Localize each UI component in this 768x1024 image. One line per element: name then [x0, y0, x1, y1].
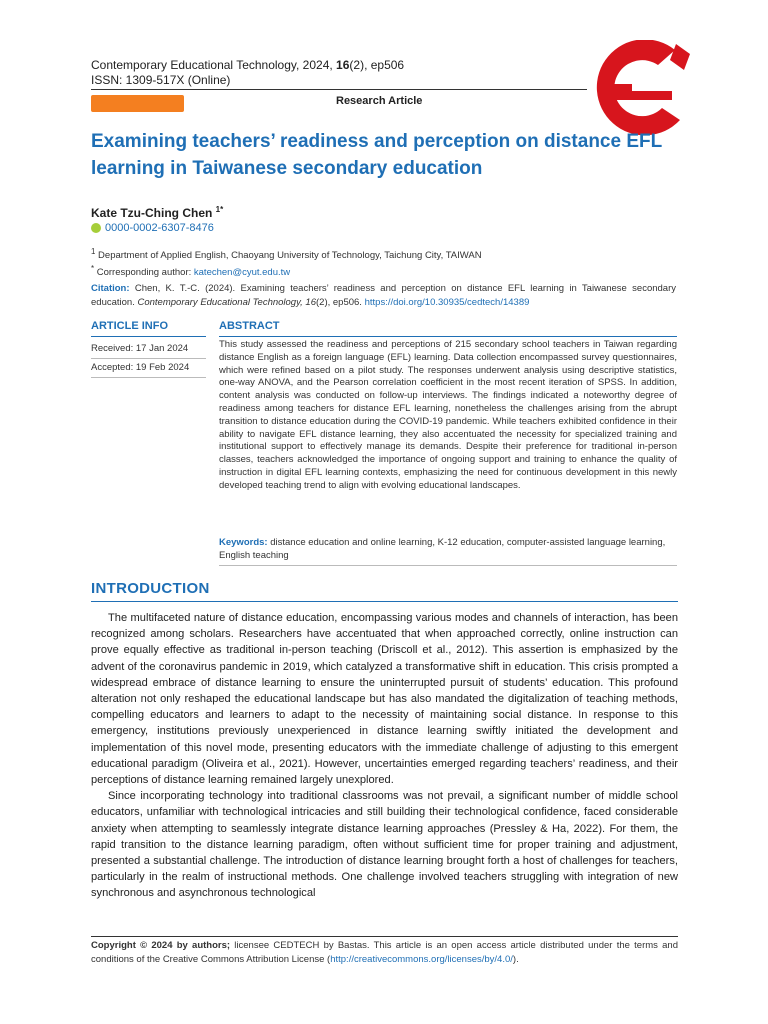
- orcid-id[interactable]: 0000-0002-6307-8476: [105, 222, 214, 234]
- journal-issn: ISSN: 1309-517X (Online): [91, 73, 231, 87]
- accepted-date: Accepted: 19 Feb 2024: [91, 359, 206, 378]
- orcid-icon: [91, 223, 101, 233]
- doi-link[interactable]: https://doi.org/10.30935/cedtech/14389: [364, 297, 530, 308]
- article-info-heading: ARTICLE INFO: [91, 320, 168, 332]
- license-end: ).: [512, 954, 519, 965]
- footer-divider: [91, 936, 678, 937]
- journal-issue: (2), ep506: [349, 58, 405, 72]
- article-info-rule: [91, 336, 206, 337]
- keywords-label: Keywords:: [219, 537, 268, 548]
- article-title: Examining teachers’ readiness and perception on distance EFL learning in Taiwanese secondary education: [91, 131, 662, 179]
- citation-text: Chen, K. T.-C. (2024). Examining teachers’ readiness and perception on distance EFL learning in Taiwanese secondary education.: [91, 283, 676, 308]
- citation-label: Citation:: [91, 283, 130, 294]
- abstract-heading: ABSTRACT: [219, 320, 280, 332]
- citation-block: [91, 282, 676, 310]
- keywords: [219, 536, 677, 562]
- journal-volume: 16: [336, 58, 350, 72]
- citation-issue: (2), ep506.: [316, 297, 365, 308]
- keywords-list: distance education and online learning, K-12 education, computer-assisted language learning, English teaching: [219, 537, 666, 561]
- abstract-text: This study assessed the readiness and perceptions of 215 secondary school teachers in Taiwan regarding distance English as a foreign language (EFL) learning. Data collection encompassed survey questionnaires, which were refined based on a pilot study. The responses underwent analysis using descriptive statistics, one-way ANOVA, and the Pearson correlation coefficient in the most recent iteration of SPSS. In addition, content analysis was conducted on follow-up interviews. The findings indicated a noteworthy degree of readiness among teachers for distance EFL learning, nonetheless the challenges arising from the abrupt transition to distance education during the COVID-19 pandemic. While teachers exhibited confidence in their ability to navigate EFL distance learning, they also accentuated the necessity for specialized training and institutional support to effectively manage its demands. Despite their preference for traditional in-person classes, teachers acknowledged the importance of ongoing support and training to enhance the quality of instruction in digital EFL learning contexts, emphasizing the need for continuous development in this newly developed teaching trend to align with evolving educational landscapes.: [219, 339, 677, 491]
- introduction-rule: [91, 601, 678, 602]
- author-name: [91, 205, 223, 220]
- corresponding-marker: *: [91, 264, 95, 274]
- received-date: Received: 17 Jan 2024: [91, 340, 206, 359]
- keywords-rule: [219, 565, 677, 566]
- introduction-body: [91, 610, 678, 902]
- email-link[interactable]: katechen@cyut.edu.tw: [193, 267, 291, 279]
- author-marker: 1*: [215, 205, 224, 214]
- affil-marker: 1: [91, 247, 96, 256]
- license-text: licensee CEDTECH by Bastas. This article is an open access article distributed under the terms and conditions of the Creative Commons Attribution License (: [91, 940, 678, 965]
- copyright-label: Copyright © 2024 by authors;: [91, 940, 231, 951]
- author-name-text: Kate Tzu-Ching Chen: [91, 206, 213, 220]
- orcid-link[interactable]: [91, 222, 214, 234]
- license-link[interactable]: http://creativecommons.org/licenses/by/4.0/: [330, 954, 513, 965]
- copyright-footer: [91, 939, 678, 967]
- paragraph: Since incorporating technology into traditional classrooms was not prevail, a significant number of middle school educators, unfamiliar with technological intricacies and still building their technological confidence, faced considerable anxiety when attempting to seamlessly integrate distance learning approaches (Pressley & Ha, 2022). For them, the rapid transition to the distance learning paradigm, often without sufficient time for proper training and adjustment, presented a substantial challenge. The introduction of distance learning brought forth a host of challenges for teachers, particularly in the realm of instructional methods. One challenge involved teachers struggling with integration of new synchronous and asynchronous technological: [91, 790, 678, 900]
- journal-name: Contemporary Educational Technology, 2024,: [91, 58, 337, 72]
- article-type: Research Article: [336, 95, 423, 107]
- header-divider: [91, 89, 587, 90]
- journal-header: [91, 58, 404, 88]
- affiliation-line: Department of Applied English, Chaoyang University of Technology, Taichung City, TAIWAN: [98, 250, 482, 262]
- citation-journal: Contemporary Educational Technology, 16: [137, 297, 316, 308]
- article-dates: [91, 340, 206, 378]
- orange-tag-bar: [91, 95, 184, 112]
- introduction-heading: INTRODUCTION: [91, 580, 210, 597]
- corresponding-label: Corresponding author:: [96, 267, 194, 279]
- abstract-rule: [219, 336, 677, 337]
- affiliations: [91, 245, 691, 279]
- paragraph: The multifaceted nature of distance education, encompassing various modes and channels of interaction, has been recognized among scholars. Researchers have accentuated that when approached correctly, online instruction can prove equally effective as traditional in-person teaching (Driscoll et al., 2012). This assertion is emphasized by the advent of the coronavirus pandemic in 2019, which catalyzed a transformative shift in education. This crisis prompted a widespread embrace of distance learning to ensure the uninterrupted pursuit of students’ education. This profound alteration not only reshaped the educational landscape but has also mandated the digitalization of teaching methods, compelling educators and learners to adapt to the necessity of maintaining social distance. In response to this emergency, institutions previously unexperienced in distance learning swiftly initiated the development and implementation of this novel mode, presenting educators with the immediate challenge of adjusting to this emergent educational paradigm (Oliveira et al., 2021). However, uncertainties emerged regarding teachers’ readiness, and their perceptions of distance learning remained largely unexplored.: [91, 612, 678, 787]
